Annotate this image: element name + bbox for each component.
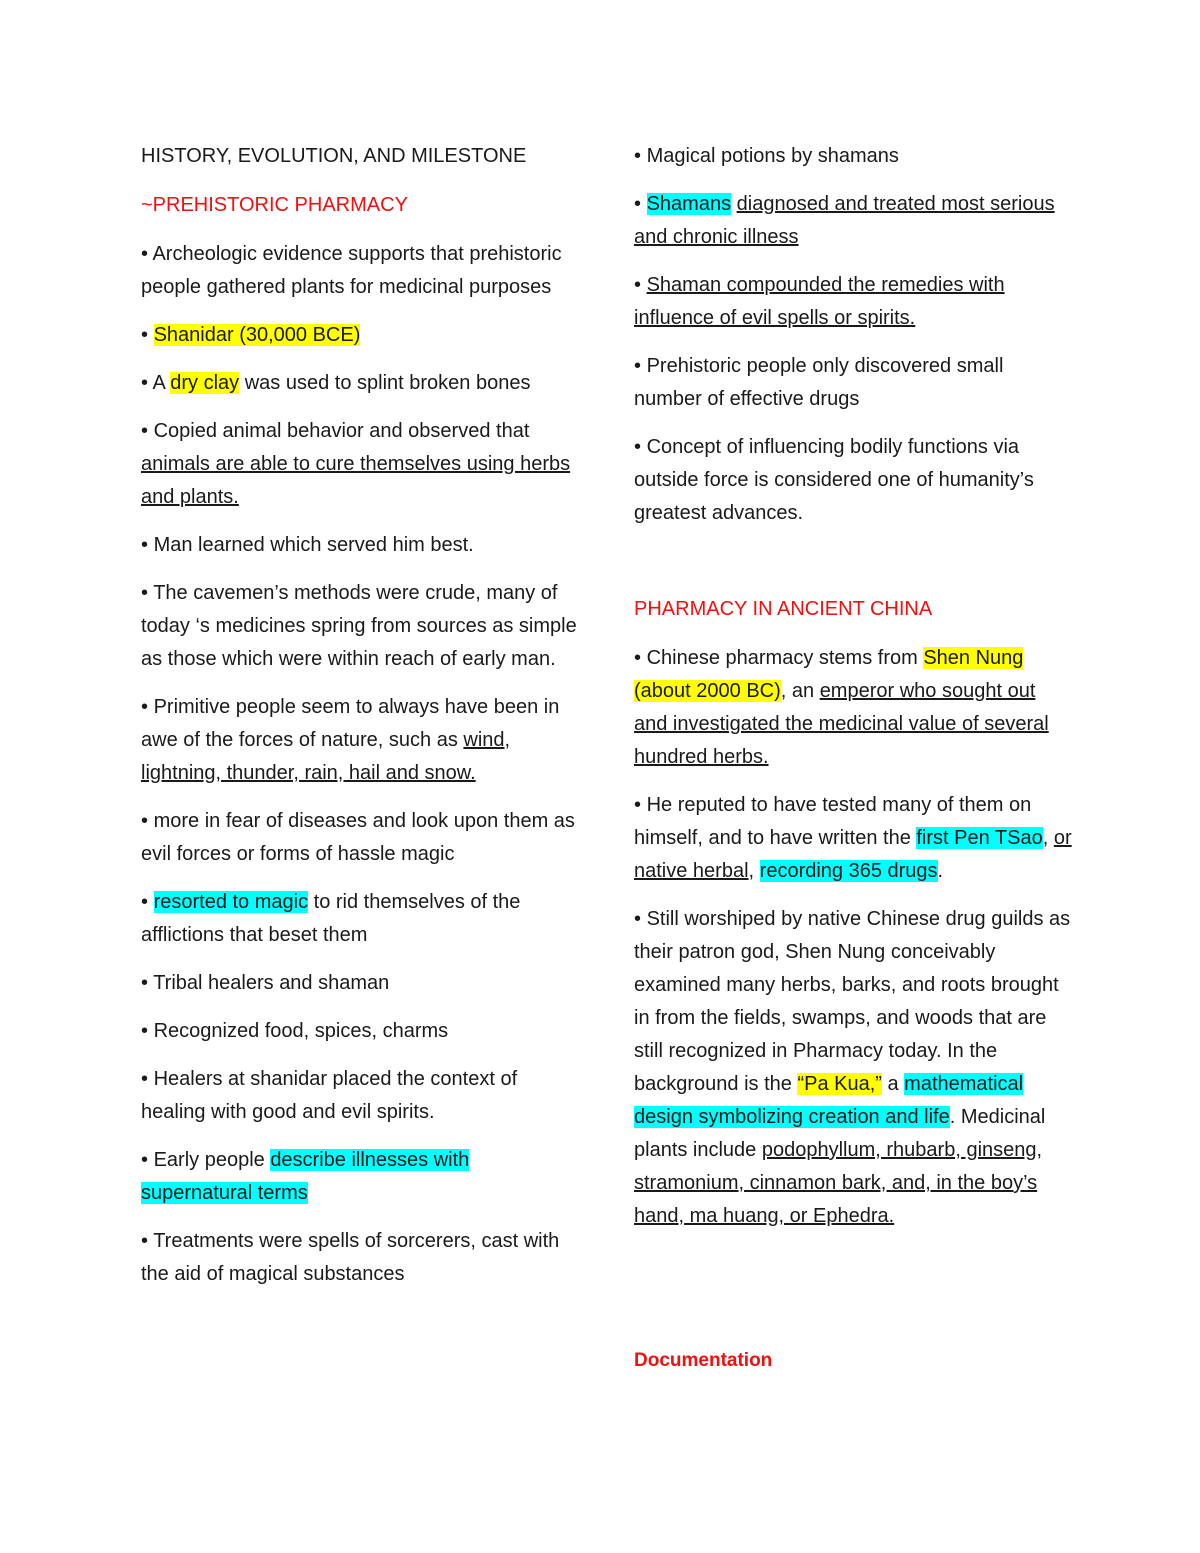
bullet-glyph: •: [634, 355, 642, 377]
text-run: Still worshiped by native Chinese drug guilds as their patron god, Shen Nung conceivably examined many herbs, barks, and roots brought in from the fields, swamps, and woods that are still recognized in Pharmacy today. In the background is the: [634, 908, 1071, 1095]
text-run: was used to splint broken bones: [239, 372, 531, 394]
bullet-paragraph: [141, 886, 581, 952]
bullet-glyph: •: [141, 1149, 149, 1171]
bullet-glyph: •: [141, 1230, 149, 1252]
bullet-glyph: •: [141, 534, 149, 556]
underlined-text: animals are able to cure themselves using herbs and plants.: [141, 453, 571, 508]
bullet-glyph: •: [141, 972, 149, 994]
text-run: ,: [1042, 827, 1054, 849]
underlined-text: Shaman compounded the remedies with influence of evil spells or spirits.: [634, 274, 1005, 329]
bullet-glyph: •: [141, 243, 149, 265]
bullet-paragraph: [634, 269, 1074, 335]
highlighted-text: Shanidar (30,000 BCE): [153, 324, 361, 346]
highlighted-text: mathematical design symbolizing creation and life: [634, 1073, 1024, 1128]
highlighted-text: resorted to magic: [153, 891, 309, 913]
bullet-glyph: •: [634, 274, 642, 296]
bullet-paragraph: [634, 642, 1074, 774]
bullet-paragraph: [634, 140, 1074, 173]
text-run: Magical potions by shamans: [641, 145, 899, 167]
prehistoric-pharmacy-heading: ~PREHISTORIC PHARMACY: [141, 194, 408, 216]
highlighted-text: describe illnesses with supernatural terms: [141, 1149, 470, 1204]
highlighted-text: “Pa Kua,”: [797, 1073, 882, 1095]
underlined-text: or native herbal: [634, 827, 1072, 882]
ancient-china-heading: PHARMACY IN ANCIENT CHINA: [634, 598, 933, 620]
highlighted-text: Shamans: [646, 193, 732, 215]
text-run: Healers at shanidar placed the context of healing with good and evil spirits.: [141, 1068, 518, 1123]
text-run: . Medicinal plants include: [634, 1106, 1046, 1161]
underlined-text: podophyllum, rhubarb, ginseng, stramonium, cinnamon bark, and, in the boy’s hand, ma huang, or Ephedra.: [634, 1139, 1043, 1227]
highlighted-text: recording 365 drugs: [759, 860, 938, 882]
bullet-glyph: •: [141, 810, 149, 832]
bullet-glyph: •: [634, 647, 642, 669]
bullet-glyph: •: [634, 145, 642, 167]
bullet-paragraph: [141, 1144, 581, 1210]
bullet-glyph: •: [141, 1068, 149, 1090]
bullet-paragraph: [141, 577, 581, 676]
text-run: Early people: [148, 1149, 271, 1171]
bullet-glyph: •: [634, 436, 642, 458]
bullet-paragraph: [141, 691, 581, 790]
text-run: Chinese pharmacy stems from: [641, 647, 924, 669]
bullet-paragraph: [141, 1225, 581, 1291]
bullet-glyph: •: [141, 582, 149, 604]
bullet-paragraph: [141, 367, 581, 400]
bullet-glyph: •: [634, 794, 642, 816]
bullet-glyph: •: [141, 372, 149, 394]
bullet-paragraph: [634, 431, 1074, 530]
text-run: [641, 193, 647, 215]
bullet-paragraph: [141, 238, 581, 304]
text-run: Treatments were spells of sorcerers, cast with the aid of magical substances: [141, 1230, 560, 1285]
prehistoric-list: [141, 238, 581, 1291]
bullet-paragraph: [141, 415, 581, 514]
bullet-glyph: •: [141, 420, 149, 442]
text-run: , an: [780, 680, 820, 702]
section-spacer: [634, 545, 1074, 593]
text-run: Archeologic evidence supports that prehistoric people gathered plants for medicinal purposes: [141, 243, 562, 298]
bullet-glyph: •: [634, 193, 642, 215]
bullet-paragraph: [141, 967, 581, 1000]
bullet-glyph: •: [141, 891, 149, 913]
highlighted-text: first Pen TSao: [916, 827, 1043, 849]
bullet-paragraph: [634, 188, 1074, 254]
right-column: [634, 140, 1074, 1377]
text-run: He reputed to have tested many of them on himself, and to have written the: [634, 794, 1032, 849]
text-run: Recognized food, spices, charms: [148, 1020, 449, 1042]
highlighted-text: dry clay: [170, 372, 240, 394]
bullet-paragraph: [141, 805, 581, 871]
underlined-text: wind, lightning, thunder, rain, hail and snow.: [141, 729, 511, 784]
text-run: .: [937, 860, 944, 882]
text-run: The cavemen’s methods were crude, many of today ‘s medicines spring from sources as simple as those which were within reach of early man.: [141, 582, 577, 670]
shaman-list: [634, 140, 1074, 530]
underlined-text: diagnosed and treated most serious and chronic illness: [634, 193, 1055, 248]
bullet-paragraph: [634, 350, 1074, 416]
text-run: A: [148, 372, 171, 394]
text-run: [148, 891, 154, 913]
text-run: [148, 324, 154, 346]
text-run: Primitive people seem to always have been in awe of the forces of nature, such as: [141, 696, 560, 751]
bullet-glyph: •: [141, 324, 149, 346]
bullet-paragraph: [634, 903, 1074, 1233]
underlined-text: emperor who sought out and investigated the medicinal value of several hundred herbs.: [634, 680, 1049, 768]
text-run: Concept of influencing bodily functions via outside force is considered one of humanity’s greatest advances.: [634, 436, 1034, 524]
bullet-paragraph: [634, 789, 1074, 888]
text-run: Prehistoric people only discovered small number of effective drugs: [634, 355, 1004, 410]
text-run: Man learned which served him best.: [148, 534, 474, 556]
text-run: to rid themselves of the afflictions that beset them: [141, 891, 521, 946]
bullet-glyph: •: [634, 908, 642, 930]
left-column: [141, 140, 581, 1306]
text-run: Tribal healers and shaman: [148, 972, 390, 994]
text-run: ,: [748, 860, 760, 882]
bullet-paragraph: [141, 319, 581, 352]
bullet-paragraph: [141, 1015, 581, 1048]
documentation-heading: Documentation: [634, 1350, 773, 1371]
bullet-glyph: •: [141, 696, 149, 718]
bullet-paragraph: [141, 529, 581, 562]
section-spacer: [634, 1248, 1074, 1344]
text-run: Copied animal behavior and observed that: [148, 420, 530, 442]
highlighted-text: Shen Nung (about 2000 BC): [634, 647, 1024, 702]
text-run: a: [881, 1073, 905, 1095]
bullet-glyph: •: [141, 1020, 149, 1042]
bullet-paragraph: [141, 1063, 581, 1129]
text-run: more in fear of diseases and look upon them as evil forces or forms of hassle magic: [141, 810, 575, 865]
document-title: HISTORY, EVOLUTION, AND MILESTONE: [141, 145, 527, 167]
ancient-china-list: [634, 642, 1074, 1233]
